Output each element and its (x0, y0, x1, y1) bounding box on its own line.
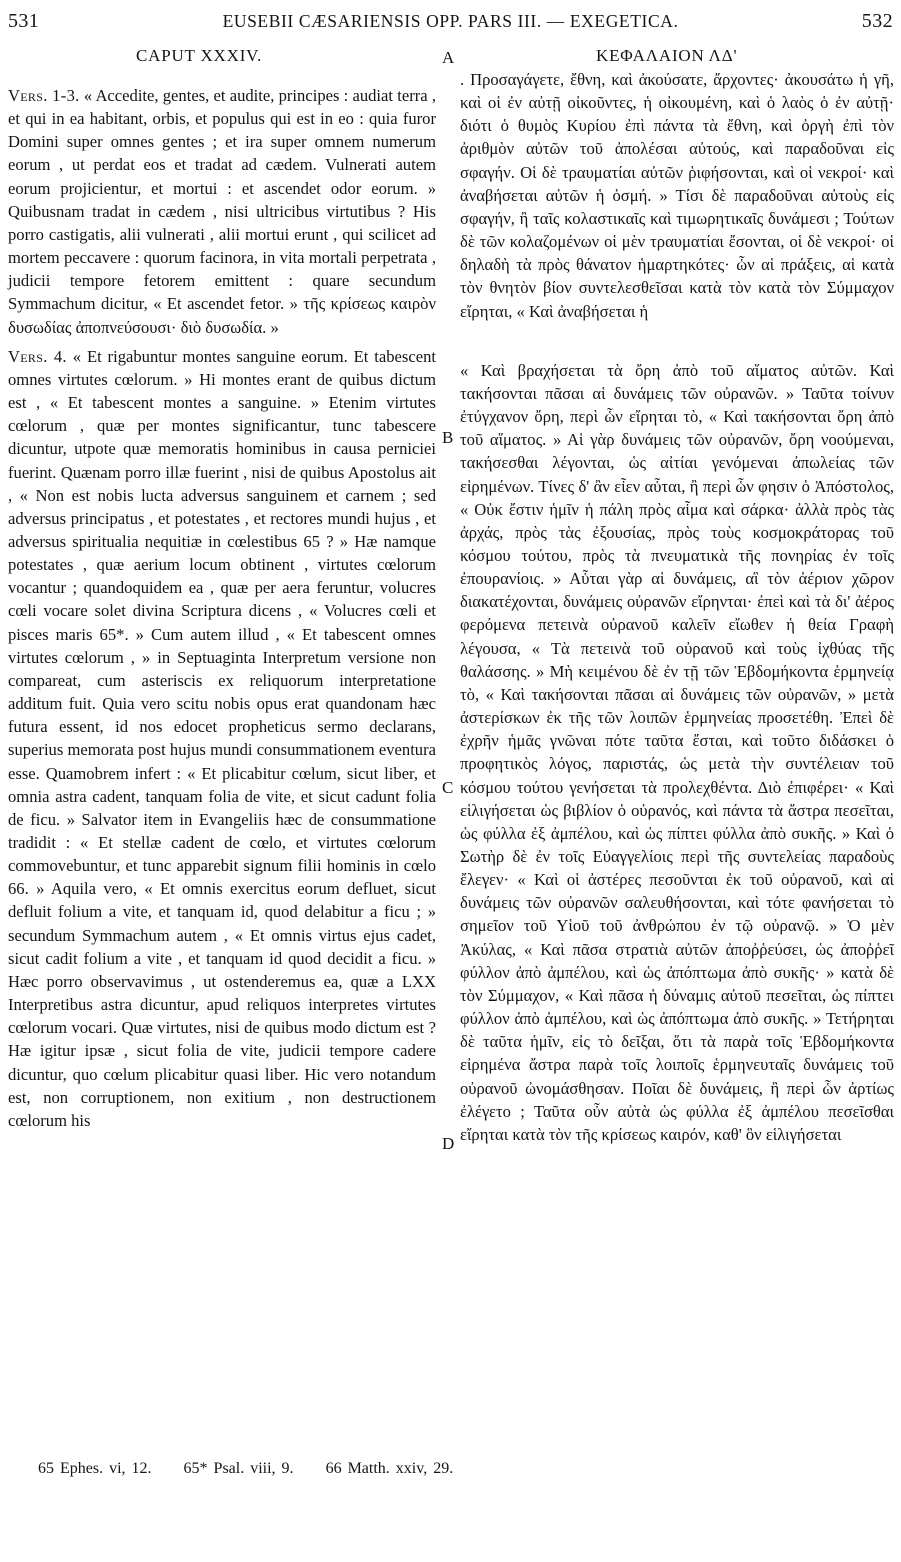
greek-paragraph-1: . Προσαγάγετε, ἔθνη, καὶ ἀκούσατε, ἄρχοντες· ἀκουσάτω ἡ γῆ, καὶ οἱ ἐν αὐτῇ οἰκοῦντες, ἡ οἰκουμένη, καὶ ὁ λαὸς ὁ ἐν αὐτῇ· διότι ὁ θυμὸς Κυρίου ἐπὶ πάντα τὰ ἔθνη, καὶ ὀργὴ ἐπὶ τὸν ἀριθμὸν αὐτῶν τοῦ ἀπολέσαι αὐτούς, καὶ παραδοῦναι εἰς σφαγήν. Οἱ δὲ τραυματίαι αὐτῶν ῥιφήσονται, καὶ οἱ νεκροί· καὶ ἀναβήσεται αὐτῶν ἡ ὀσμή. » Τίσι δὲ παραδοῦναι αὐτοὺς εἰς σφαγήν, ἢ ταῖς κολαστικαῖς καὶ τιμωρητικαῖς δυνάμεσι ; Τούτων δὲ τῶν κολαζομένων οἱ μὲν τραυματίαι ἔσονται, οἱ δὲ νεκροί· οἱ δηλαδὴ τὰ πρὸς θάνατον ἡμαρτηκότες· ὧν αἱ πράξεις, αἱ κατὰ τὸν θνητὸν βίον συντελεσθεῖσαι κατὰ τὸν κατὰ τὸν Σύμμαχον εἴρηται, « Καὶ ἀναβήσεται ἡ (460, 70, 894, 321)
latin-text: « Accedite, gentes, et audite, principes : audiat terra , et qui in ea habitant, orbis, et populus qui est in eo : quia furor Domini super omnes gentes ; et ira super omnem numerum eorum , ut perdat eos et tradat ad cædem. Vulnerati autem eorum projicientur, et mortui : et ascendet odor eorum. » Quibusnam tradat in cædem , nisi ultricibus virtutibus ? His porro castigatis, alii vulnerati , alii mortui erunt , qui scilicet ad mortem peccavere : quorum facinora, in vita mortali perpetrata , judicii tempore fetorem emittent : quare secundum Symmachum dicitur, « Et ascendet fetor. » τῆς κρίσεως καιρὸν δυσωδίας ἀποπνεύσουσι· διὸ δυσωδία. » (8, 86, 436, 337)
verse-label: Vers. 1-3. (8, 86, 80, 105)
chapter-heading-greek: ΚΕΦΑΛΑΙΟΝ ΛΔ' (596, 46, 738, 65)
latin-column (8, 84, 436, 1132)
margin-marker-b: B (442, 428, 454, 447)
greek-column (460, 68, 894, 1146)
latin-paragraph-verses-1-3 (8, 84, 436, 339)
running-head (8, 10, 893, 36)
chapter-heading-latin: CAPUT XXXIV. (136, 46, 263, 65)
verse-label: Vers. 4. (8, 346, 67, 366)
footnote: 66 Matth. xxiv, 29. (325, 1460, 454, 1477)
margin-marker-d: D (442, 1134, 455, 1153)
page-number-left: 531 (8, 10, 40, 32)
footnote: 65 Ephes. vi, 12. (38, 1460, 152, 1477)
running-title: EUSEBII CÆSARIENSIS OPP. PARS III. — EXEGETICA. (222, 11, 679, 31)
margin-marker-a: A (442, 48, 455, 67)
footnote: 65* Psal. viii, 9. (183, 1460, 294, 1477)
page-number-right: 532 (861, 10, 893, 32)
greek-paragraph-2: « Καὶ βραχήσεται τὰ ὄρη ἀπὸ τοῦ αἵματος αὐτῶν. Καὶ τακήσονται πᾶσαι αἱ δυνάμεις τῶν οὐρανῶν. » Ταῦτα τοίνυν ἐτύγχανον ὄρη, περὶ ὧν εἴρηται τὸ, « Καὶ τακήσονται ὄρη ἀπὸ τοῦ αἵματος. » Αἱ γὰρ δυνάμεις τῶν οὐρανῶν, ὄρη νοούμεναι, τακήσεσθαι λέγονται, ὡς αἰτίαι γενόμεναι ἀπωλείας τῶν εἰρημένων. Τίνες δ' ἂν εἶεν αὗται, ἢ περὶ ὧν φησιν ὁ Ἀπόστολος, « Οὐκ ἔστιν ἡμῖν ἡ πάλη πρὸς αἷμα καὶ σάρκα· ἀλλὰ πρὸς τὰς ἀρχάς, πρὸς τὰς ἐξουσίας, πρὸς τοὺς κοσμοκράτορας τοῦ κόσμου τούτου, πρὸς τὰ πνευματικὰ τῆς πονηρίας ἐν τοῖς ἐπουρανίοις. » Αὗται γὰρ αἱ δυνάμεις, αἳ τὸν ἀέριον χῶρον διακατέχονται, δυνάμεις οὐρανῶν εἴρηνται· ἐπεὶ καὶ τὰ δι' ἀέρος φερόμενα πετεινὰ οὐρανοῦ καλεῖν εἴωθεν ἡ θεία Γραφὴ λέγουσα, « Τὰ πετεινὰ τοῦ οὐρανοῦ καὶ τοὺς ἰχθύας τῆς θαλάσσης. » Μὴ κειμένου δὲ ἐν τῇ τῶν Ἑβδομήκοντα ἑρμηνείᾳ τὸ, « Καὶ τακήσονται πᾶσαι αἱ δυνάμεις τῶν οὐρανῶν, » μετὰ ἀστερίσκων ἐκ τῆς τῶν λοιπῶν ἑρμηνείας προσετέθη. Ἐπεὶ δὲ ἐχρῆν ἡμᾶς γνῶναι πότε ταῦτα ἔσται, καὶ τοῦτο διδάσκει ὁ προφητικὸς λόγος, παριστάς, ὡς μετὰ τὴν συντέλειαν τοῦ κόσμου τούτου γενήσεται τὰ προλεχθέντα. Διὸ ἐπιφέρει· « Καὶ εἱλιγήσεται ὡς βιβλίον ὁ οὐρανός, καὶ πάντα τὰ ἄστρα πεσεῖται, ὡς φύλλα ἐξ ἀμπέλου, καὶ ὡς πίπτει φύλλα ἀπὸ συκῆς. » Καὶ ὁ Σωτὴρ δὲ ἐν τοῖς Εὐαγγελίοις περὶ τῆς συντελείας παραδοὺς ἔλεγεν· « Καὶ οἱ ἀστέρες πεσοῦνται ἐκ τοῦ οὐρανοῦ, καὶ αἱ δυνάμεις τῶν οὐρανῶν σαλευθήσονται, καὶ τότε φανήσεται τὸ σημεῖον τοῦ Υἱοῦ τοῦ ἀνθρώπου ἐν τῷ οὐρανῷ. » Ὁ μὲν Ἀκύλας, « Καὶ πᾶσα στρατιὰ αὐτῶν ἀποῤῥεύσει, ὡς ἀποῤῥεῖ φύλλον ἀπὸ ἀμπέλου, καὶ ὡς ἀπόπτωμα ἀπὸ συκῆς· » κατὰ δὲ τὸν Σύμμαχον, « Καὶ πᾶσα ἡ δύναμις αὐτοῦ πεσεῖται, ὡς πίπτει φύλλον ἀπὸ ἀμπέλου, καὶ ὡς ἀπόπτωμα ἀπὸ συκῆς. » Τετήρηται δὲ ταῦτα ἡμῖν, εἰς τὸ δεῖξαι, ὅτι τὰ παρὰ τοῖς Ἑβδομήκοντα εἰρημένα ἄστρα παρὰ τοῖς λοιποῖς ἑρμηνευταῖς δυνάμεις τοῦ οὐρανοῦ ὠνομάσθησαν. Ποῖαι δὲ δυνάμεις, ἢ περὶ ὧν ἀρτίως ἐλέγετο ; Ταῦτα οὖν αὐτὰ ὡς φύλλα ἐξ ἀμπέλου πεσεῖσθαι εἴρηται κατὰ τὸν τῆς κρίσεως καιρόν, καθ' ὃν εἱλιγήσεται (460, 360, 894, 1144)
latin-text: « Et rigabuntur montes sanguine eorum. Et tabescent omnes virtutes cœlorum. » Hi montes erant de quibus dictum est , « Et tabescent montes a sanguine. » Etenim virtutes cœlorum , quæ per montes significantur, tunc tabescere dicuntur, utpote quæ memoratis hominibus in causa perniciei fuerint. Quænam porro illæ fuerint , nisi de quibus Apostolus ait , « Non est nobis lucta adversus sanguinem et carnem ; sed adversus principatus , et potestates , et rectores mundi hujus , et adversus spiritualia nequitiæ in cœlestibus 65 ? » Hæ namque potestates , quæ aerium locum obtinent , virtutes cœlorum vocantur ; quandoquidem ea , quæ per aera feruntur, volucres cœli vocare solet divina Scriptura dicens , « Volucres cœli et pisces maris 65*. » Cum autem illud , « Et tabescent omnes virtutes cœlorum , » in Septuaginta Interpretum versione non compareat, cum asteriscis ex reliquorum interpretatione additum fuit. Quia vero scitu nobis opus erat quandonam hæc futura essent, id nos edocet propheticus sermo declarans, superius memorata post hujus mundi consummationem eventura esse. Quamobrem infert : « Et plicabitur cœlum, sicut liber, et omnia astra cadent, tanquam folia de vite, et sicut cadunt folia de ficu. » Salvator item in Evangeliis hæc de consummatione tradidit : « Et stellæ cadent de cœlo, et virtutes cœlorum commovebuntur, et tunc apparebit signum filii hominis in cœlo 66. » Aquila vero, « Et omnis exercitus eorum defluet, sicut defluit folium a vite, et tanquam id, quod delabitur a ficu ; » secundum Symmachum autem , « Et omnis virtus ejus cadet, sicut cadit folium a vite , et tanquam id quod decidit a ficu. » Hæc porro observavimus , ut ostenderemus ea, quæ a LXX Interpretibus astra dicuntur, apud reliquos interpretes virtutes cœlorum vocari. Quæ virtutes, nisi de quibus modo dictum est ? Hæ igitur ipsæ , sicut folia de vite, judicii tempore cadere dicuntur, quo cœlum plicabitur quasi liber. Hic vero notandum est, non corruptionem, non exitium , non destructionem cœlorum his (8, 346, 437, 1130)
latin-paragraph-verse-4 (8, 345, 436, 1132)
footnotes (38, 1460, 479, 1478)
margin-marker-c: C (442, 778, 454, 797)
